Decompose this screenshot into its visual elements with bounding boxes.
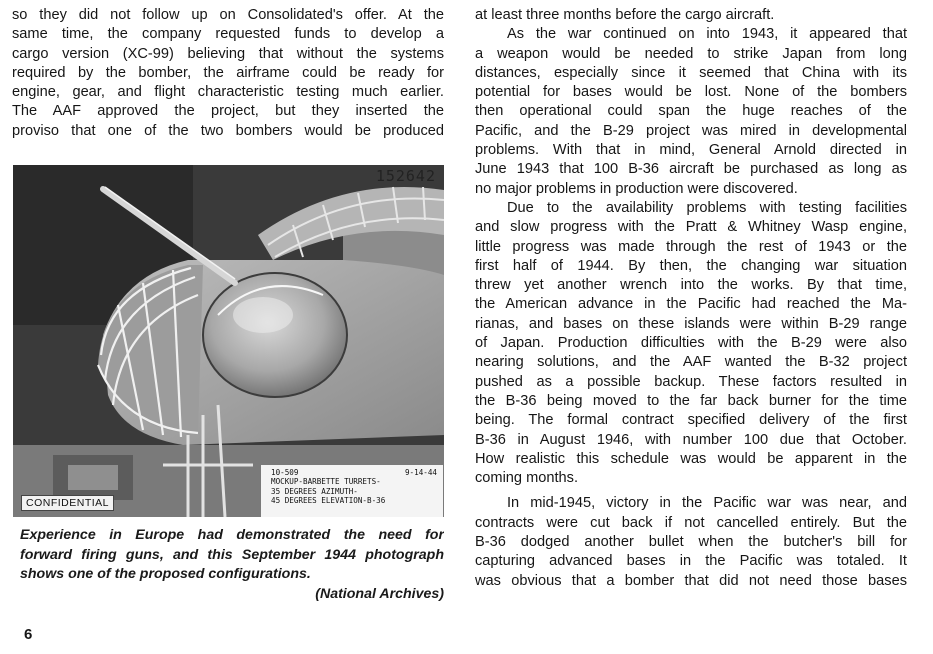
text-line: problems. With that in mind, General Arnold directed in: [475, 142, 907, 159]
right-column-text: [475, 6, 907, 591]
text-line: being. The formal contract specified delivery of the first: [475, 412, 907, 429]
text-line: was obvious that a bomber that did not need those bases: [475, 572, 907, 589]
placard-id: 10-509: [271, 468, 299, 477]
text-line: same time, the company requested funds to develop a: [12, 26, 444, 43]
left-column-text: [12, 6, 444, 141]
caption-line: Experience in Europe had demonstrated the need for: [20, 527, 444, 543]
negative-number: 152642: [375, 167, 436, 185]
text-line: pushed as a possible backup. These factors resulted in: [475, 373, 907, 390]
text-line: As the war continued on into 1943, it appeared that: [507, 26, 907, 43]
text-line: In mid-1945, victory in the Pacific war was near, and: [507, 495, 907, 512]
text-line: proviso that one of the two bombers would be produced: [12, 122, 444, 139]
placard-line: 35 DEGREES AZIMUTH-: [271, 486, 358, 496]
text-line: June 1943 that 100 B-36 aircraft be purchased as long as: [475, 161, 907, 178]
text-line: potential for bases would be lost. None of the bombers: [475, 84, 907, 101]
text-line: B-36 in August 1946, with number 100 due that October.: [475, 431, 907, 448]
text-line: Due to the availability problems with testing facilities: [507, 199, 907, 216]
text-line: contracts were cut back if not cancelled entirely. But the: [475, 514, 907, 531]
page-number: 6: [24, 626, 33, 643]
text-line: a weapon would be needed to strike Japan from long: [475, 45, 907, 62]
caption-line: shows one of the proposed configurations.: [20, 566, 311, 582]
photo-placard: [261, 465, 443, 517]
text-line: the American advance in the Pacific had reached the Ma-: [475, 296, 907, 313]
placard-date: 9-14-44: [404, 468, 437, 477]
mockup-photograph: [13, 165, 444, 517]
text-line: threw yet another wrench into the works. By that time,: [475, 277, 907, 294]
text-line: at least three months before the cargo aircraft.: [475, 7, 775, 23]
placard-line: 45 DEGREES ELEVATION-B-36: [271, 496, 386, 506]
text-line: little progress was made through the rest of 1943 or the: [475, 238, 907, 255]
photo-caption: [20, 526, 444, 604]
text-line: Pacific, and the B-29 project was mired in developmental: [475, 122, 907, 139]
text-line: rianas, and bases on these islands were within B-29 range: [475, 315, 907, 332]
text-line: no major problems in production were discovered.: [475, 180, 798, 197]
text-line: B-36 dodged another bullet when the butcher's bill for: [475, 534, 907, 551]
text-line: nearing solutions, and the AAF wanted the B-32 project: [475, 354, 907, 371]
text-line: distances, especially since it seemed that China with its: [475, 64, 907, 81]
text-line: required by the bomber, the airframe could be ready for: [12, 64, 444, 81]
placard-line: MOCKUP-BARBETTE TURRETS-: [271, 477, 381, 487]
text-line: cargo version (XC-99) believing that without the systems: [12, 45, 444, 62]
text-line: The AAF approved the project, but they inserted the: [12, 103, 444, 120]
text-line: coming months.: [475, 470, 579, 487]
photo-credit: (National Archives): [315, 585, 444, 602]
caption-line: forward firing guns, and this September 1944 photograph: [20, 546, 444, 563]
text-line: of Japan. Production difficulties with the B-29 were also: [475, 335, 907, 352]
text-line: so they did not follow up on Consolidated's offer. At the: [12, 7, 444, 23]
text-line: the B-36 being moved to the far back burner for the time: [475, 392, 907, 409]
text-line: How realistic this schedule was would be apparent in the: [475, 450, 907, 467]
confidential-stamp: CONFIDENTIAL: [21, 495, 114, 511]
text-line: then operational could span the huge reaches of the: [475, 103, 907, 120]
text-line: and slow progress with the Pratt & Whitney Wasp engine,: [475, 219, 907, 236]
text-line: capturing advanced bases in the Pacific was totaled. It: [475, 553, 907, 570]
text-line: engine, gear, and flight characteristic testing much earlier.: [12, 84, 444, 101]
text-line: first half of 1944. By then, the changing war situation: [475, 257, 907, 274]
